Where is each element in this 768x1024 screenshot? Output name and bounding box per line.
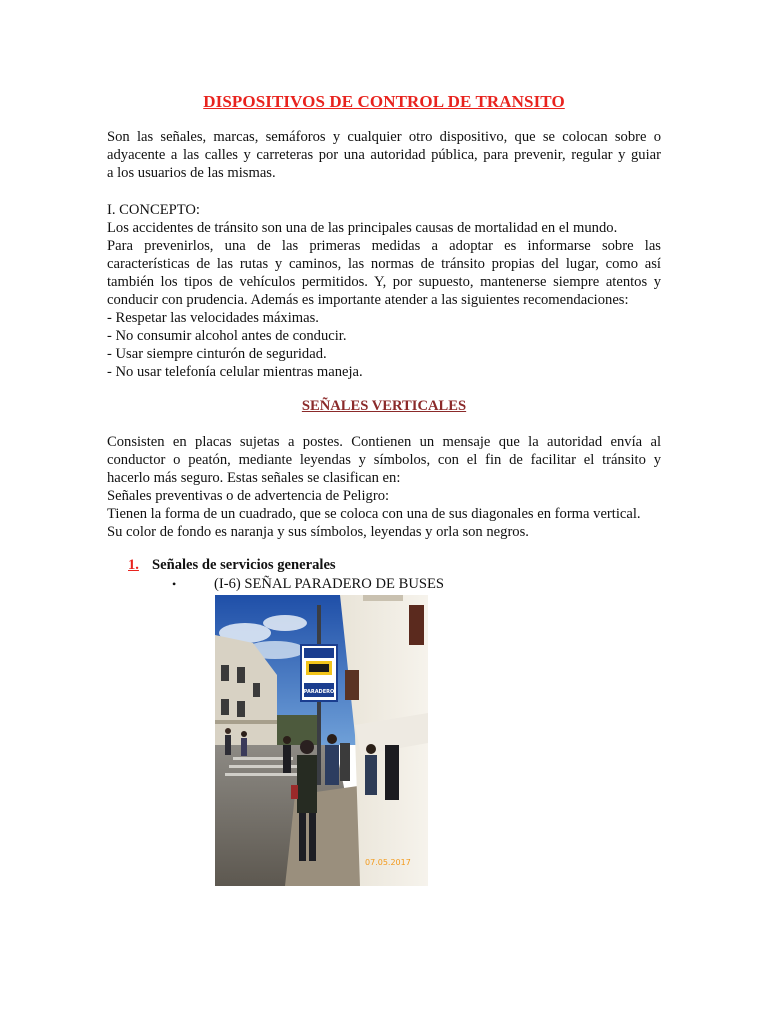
section-line: Señales preventivas o de advertencia de Peligro: — [107, 488, 390, 504]
concept-line: características de las rutas y caminos, las normas de tránsito propias del lugar, como así — [107, 256, 661, 272]
concept-line: Los accidentes de tránsito son una de las principales causas de mortalidad en el mundo. — [107, 220, 618, 236]
section-line: hacerlo más seguro. Estas señales se clasifican en: — [107, 470, 401, 486]
section-line: Su color de fondo es naranja y sus símbolos, leyendas y orla son negros. — [107, 524, 529, 540]
recommendation-item: - Usar siempre cinturón de seguridad. — [107, 346, 327, 362]
concept-section — [107, 201, 661, 381]
section-line: Consisten en placas sujetas a postes. Contienen un mensaje que la autoridad envía al — [107, 434, 661, 450]
vertical-signs-paragraph — [107, 433, 661, 541]
concept-line: Para prevenirlos, una de las primeras medidas a adoptar es informarse sobre las — [107, 238, 661, 254]
recommendation-item: - No consumir alcohol antes de conducir. — [107, 328, 347, 344]
concept-heading: I. CONCEPTO: — [107, 202, 200, 218]
bullet-label: (I-6) SEÑAL PARADERO DE BUSES — [214, 576, 445, 592]
document-title: DISPOSITIVOS DE CONTROL DE TRANSITO — [203, 92, 565, 111]
bullet-item — [172, 576, 444, 593]
section-line: Tienen la forma de un cuadrado, que se coloca con una de sus diagonales en forma vertical. — [107, 506, 641, 522]
concept-line: conducir con prudencia. Además es importante atender a las siguientes recomendaciones: — [107, 292, 629, 308]
bus-stop-photo — [215, 595, 428, 886]
sign-text: PARADERO — [303, 689, 335, 695]
numbered-item — [128, 557, 336, 574]
intro-line: a los usuarios de las mismas. — [107, 165, 276, 181]
concept-line: también los tipos de vehículos permitidos. Y, por supuesto, mantenerse siempre atentos y — [107, 274, 661, 290]
intro-paragraph — [107, 128, 661, 182]
photo-date-stamp: 07.05.2017 — [365, 858, 411, 867]
item-label: Señales de servicios generales — [152, 557, 336, 573]
section-title: SEÑALES VERTICALES — [301, 398, 467, 414]
intro-line: adyacente a las calles y carreteras por una autoridad pública, para prevenir, regular y guiar — [107, 147, 661, 163]
section-line: conductor o peatón, mediante leyendas y símbolos, con el fin de facilitar el tránsito y — [107, 452, 661, 468]
recommendation-item: - Respetar las velocidades máximas. — [107, 310, 319, 326]
bullet-icon: • — [172, 577, 177, 591]
intro-line: Son las señales, marcas, semáforos y cualquier otro dispositivo, que se colocan sobre o — [107, 129, 661, 145]
recommendation-item: - No usar telefonía celular mientras maneja. — [107, 364, 363, 380]
item-number: 1. — [128, 557, 139, 573]
